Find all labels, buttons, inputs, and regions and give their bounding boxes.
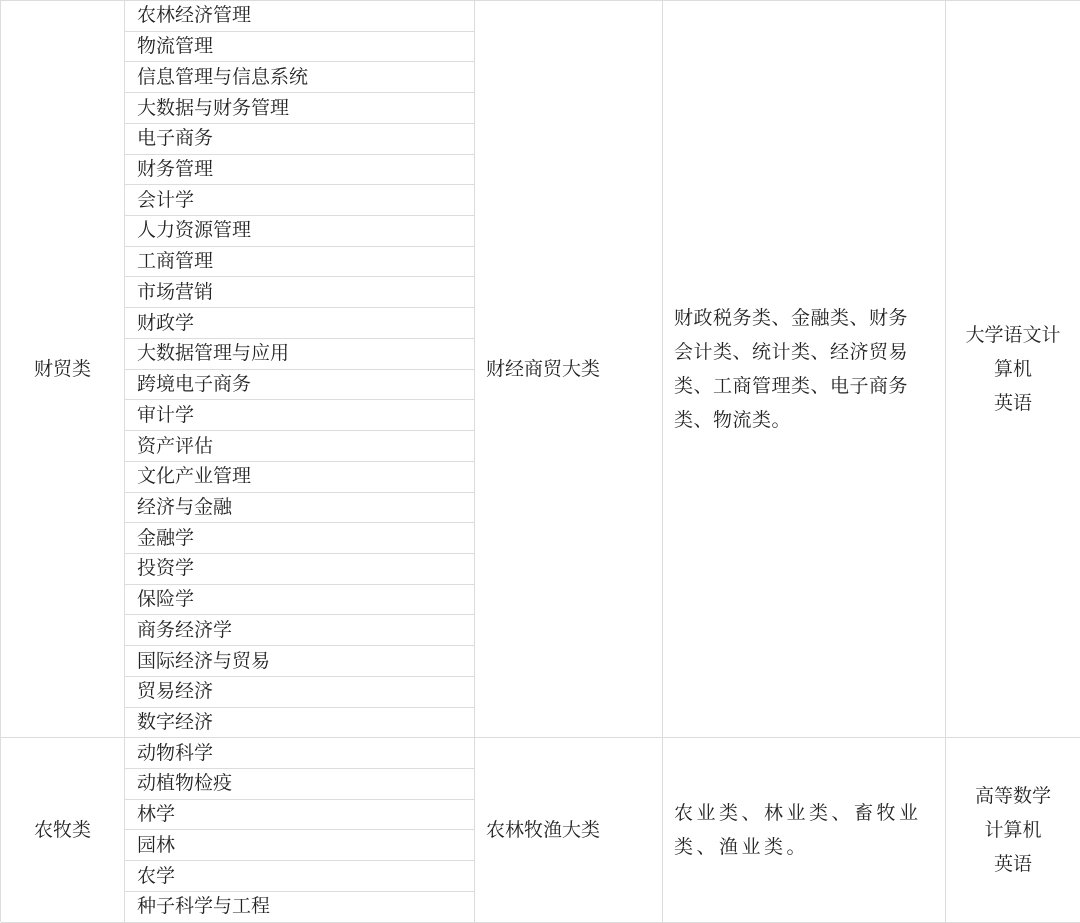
- major-cell: 财政学: [125, 308, 475, 339]
- exam-subject: 算机: [993, 358, 1032, 381]
- major-cell: 园林: [125, 830, 475, 861]
- exam-subject: 英语: [993, 852, 1032, 875]
- major-cell: 农学: [125, 861, 475, 892]
- major-cell: 工商管理: [125, 247, 475, 278]
- description-line: 类、物流类。: [674, 409, 792, 432]
- big-category-cell: 农林牧渔大类: [475, 738, 663, 922]
- major-cell: 审计学: [125, 400, 475, 431]
- major-cell: 大数据管理与应用: [125, 339, 475, 370]
- major-cell: 林学: [125, 800, 475, 831]
- major-cell: 物流管理: [125, 32, 475, 63]
- major-cell: 保险学: [125, 585, 475, 616]
- description-line: 会计类、统计类、经济贸易: [674, 341, 909, 364]
- major-cell: 动植物检疫: [125, 769, 475, 800]
- major-cell: 跨境电子商务: [125, 370, 475, 401]
- major-cell: 数字经济: [125, 708, 475, 739]
- category-cell: 农牧类: [1, 738, 125, 922]
- description-line: 农业类、林业类、畜牧业: [674, 801, 922, 824]
- major-cell: 金融学: [125, 523, 475, 554]
- description-cell: [663, 738, 946, 922]
- exam-subject: 英语: [993, 392, 1032, 415]
- major-cell: 文化产业管理: [125, 462, 475, 493]
- major-cell: 人力资源管理: [125, 216, 475, 247]
- description-line: 类、渔业类。: [674, 835, 810, 858]
- major-cell: 国际经济与贸易: [125, 646, 475, 677]
- major-cell: 动物科学: [125, 738, 475, 769]
- major-cell: 经济与金融: [125, 493, 475, 524]
- major-cell: 农林经济管理: [125, 1, 475, 32]
- major-cell: 资产评估: [125, 431, 475, 462]
- major-cell: 会计学: [125, 185, 475, 216]
- major-cell: 信息管理与信息系统: [125, 62, 475, 93]
- major-cell: 大数据与财务管理: [125, 93, 475, 124]
- major-cell: 种子科学与工程: [125, 892, 475, 923]
- major-cell: 贸易经济: [125, 677, 475, 708]
- major-cell: 市场营销: [125, 277, 475, 308]
- major-cell: 电子商务: [125, 124, 475, 155]
- exam-subjects-cell: [946, 738, 1080, 922]
- description-cell: [663, 1, 946, 738]
- exam-subject: 计算机: [984, 818, 1042, 841]
- major-cell: 投资学: [125, 554, 475, 585]
- exam-subject: 高等数学: [974, 784, 1051, 807]
- big-category-cell: 财经商贸大类: [475, 1, 663, 738]
- category-cell: 财贸类: [1, 1, 125, 738]
- description-line: 类、工商管理类、电子商务: [674, 375, 909, 398]
- exam-subjects-cell: [946, 1, 1080, 738]
- major-cell: 商务经济学: [125, 615, 475, 646]
- major-cell: 财务管理: [125, 155, 475, 186]
- exam-subject: 大学语文计: [965, 324, 1061, 347]
- description-line: 财政税务类、金融类、财务: [674, 307, 909, 330]
